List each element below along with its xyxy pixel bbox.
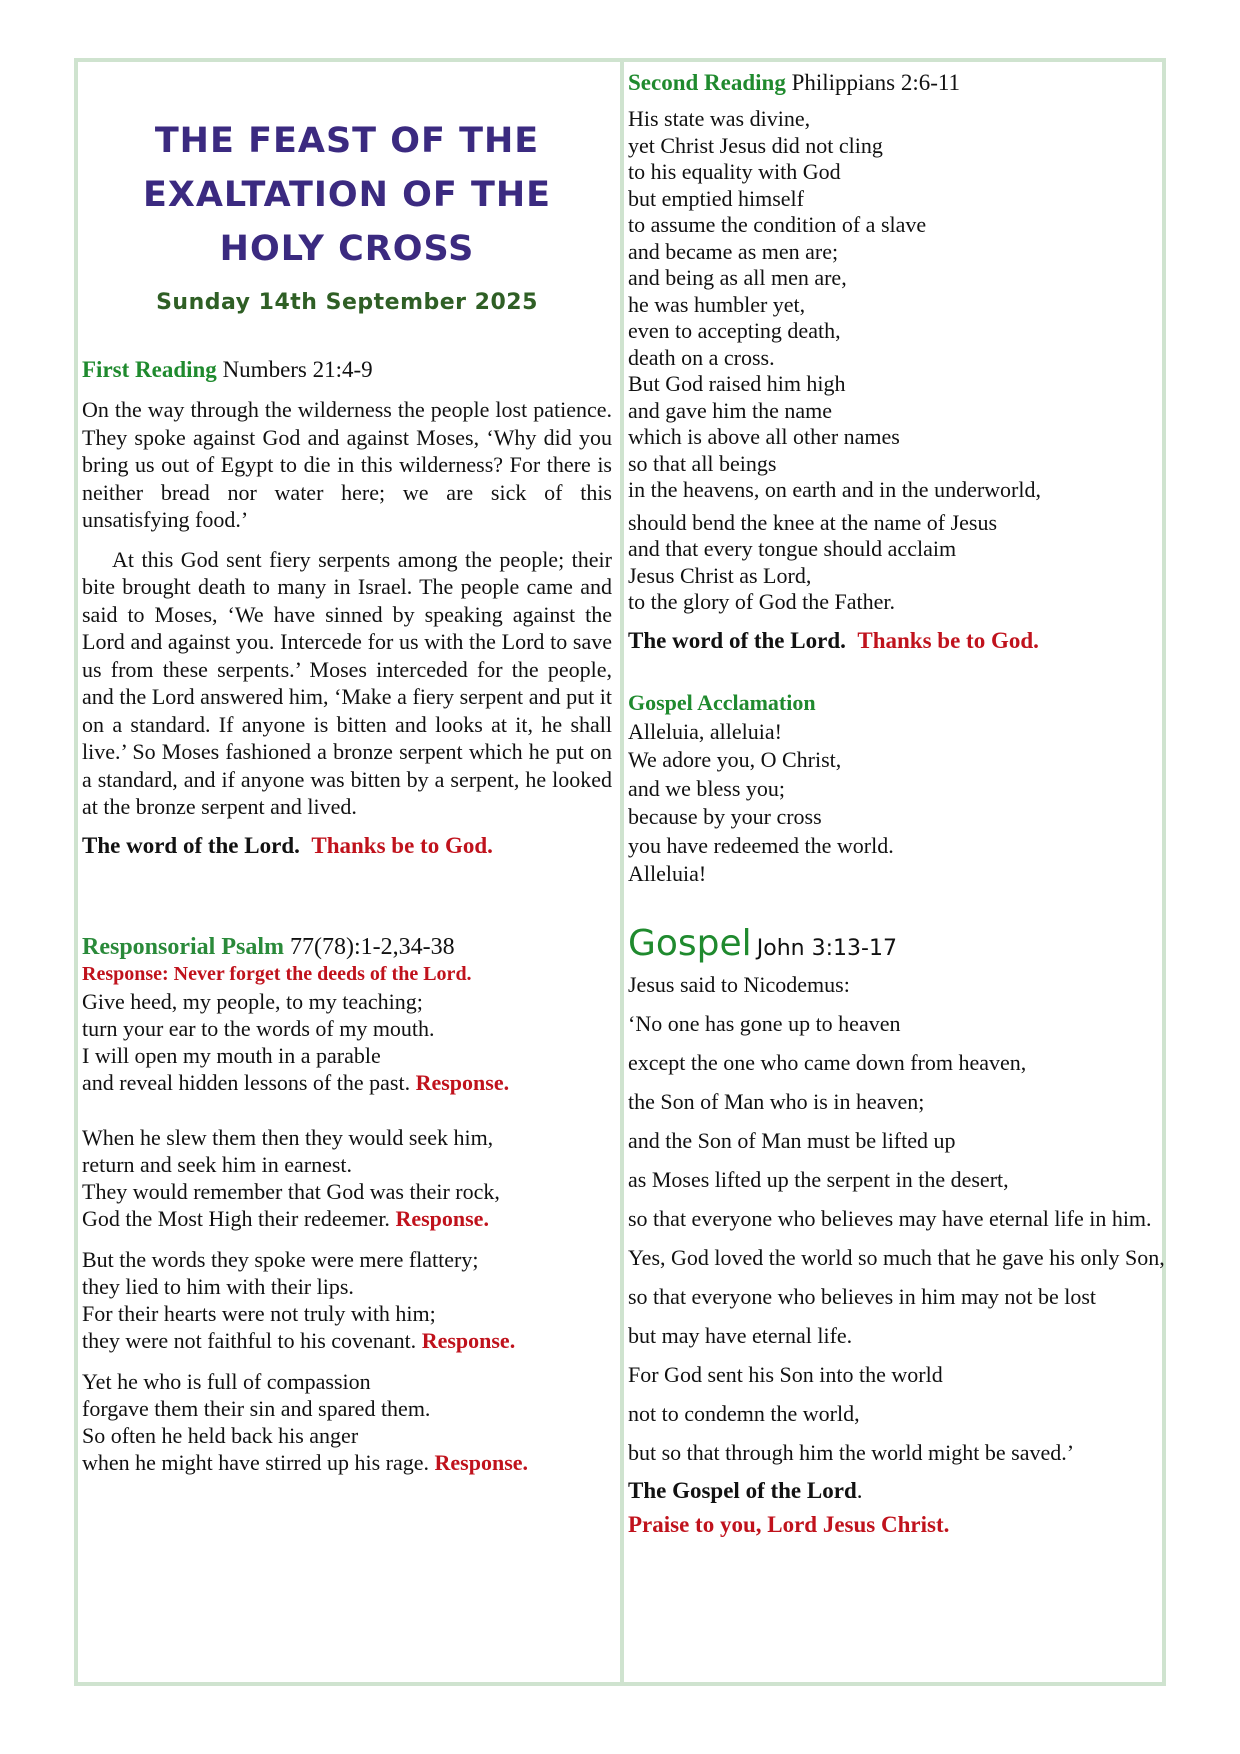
closing-statement: The word of the Lord. [82, 832, 300, 858]
reading-line: he was humbler yet, [628, 291, 806, 317]
response-cue: Response. [415, 1069, 510, 1095]
psalm-line: I will open my mouth in a parable [82, 1042, 381, 1068]
acclamation-text [628, 718, 1168, 889]
reading-line: even to accepting death, [628, 318, 841, 343]
gospel-line: and the Son of Man must be lifted up [628, 1127, 956, 1153]
reading-line: to the glory of God the Father. [628, 589, 896, 614]
gospel-line: For God sent his Son into the world [628, 1361, 943, 1387]
gospel-heading [628, 923, 1168, 964]
psalm-line: forgave them their sin and spared them. [82, 1395, 431, 1421]
reading-line: which is above all other names [628, 424, 900, 449]
gospel-response: Praise to you, Lord Jesus Christ. [628, 1511, 950, 1537]
acclamation-line: you have redeemed the world. [628, 832, 894, 858]
gospel-line: as Moses lifted up the serpent in the desert, [628, 1166, 1009, 1192]
page-title [82, 114, 612, 276]
psalm-heading [82, 934, 612, 961]
psalm-stanza-4 [82, 1368, 612, 1476]
column-divider [620, 58, 624, 1686]
gospel-line: not to condemn the world, [628, 1400, 860, 1426]
response-cue: Response. [421, 1327, 516, 1353]
psalm-ref: 77(78):1-2,34-38 [290, 933, 455, 960]
psalm-line: when he might have stirred up his rage. Response. [82, 1449, 529, 1475]
closing-response: Thanks be to God. [311, 832, 493, 858]
psalm-stanza-3 [82, 1246, 612, 1354]
reading-line: and that every tongue should acclaim [628, 536, 957, 561]
psalm-line: turn your ear to the words of my mouth. [82, 1015, 435, 1041]
reading-line: Jesus Christ as Lord, [628, 562, 812, 588]
closing-statement: The Gospel of the Lord [628, 1477, 857, 1503]
psalm-line: So often he held back his anger [82, 1422, 359, 1448]
reading-line: in the heavens, on earth and in the underworld, [628, 477, 1041, 502]
acclamation-heading: Gospel Acclamation [628, 689, 816, 715]
closing-period: . [856, 1477, 863, 1503]
reading-line: to his equality with God [628, 159, 841, 184]
left-column [82, 62, 612, 1476]
psalm-line: But the words they spoke were mere flattery; [82, 1246, 479, 1272]
psalm-line: return and seek him in earnest. [82, 1151, 353, 1177]
first-reading-heading [82, 357, 612, 383]
second-reading-text [628, 106, 1168, 504]
second-reading-closing [628, 628, 1168, 654]
reading-line: so that all beings [628, 450, 777, 476]
gospel-line: but so that through him the world might be saved.’ [628, 1439, 1075, 1465]
acclamation-line: Alleluia, alleluia! [628, 718, 782, 744]
psalm-line: they were not faithful to his covenant. Response. [82, 1327, 516, 1353]
title-line-1: THE FEAST OF THE [154, 121, 540, 161]
gospel-line: so that everyone who believes may have eternal life in him. [628, 1205, 1152, 1231]
acclamation-line: We adore you, O Christ, [628, 747, 842, 772]
psalm-stanza-1 [82, 988, 612, 1096]
reading-line: but emptied himself [628, 185, 804, 211]
gospel-closing [628, 1478, 1168, 1504]
first-reading-label: First Reading [82, 357, 217, 382]
closing-statement: The word of the Lord. [628, 627, 846, 653]
page-date: Sunday 14th September 2025 [156, 290, 538, 315]
psalm-line: When he slew them then they would seek him, [82, 1124, 494, 1150]
gospel-line: except the one who came down from heaven, [628, 1049, 1027, 1075]
psalm-line: Give heed, my people, to my teaching; [82, 988, 423, 1014]
reading-line: and being as all men are, [628, 265, 847, 290]
gospel-intro: Jesus said to Nicodemus: [628, 971, 850, 997]
first-reading-ref: Numbers 21:4-9 [222, 357, 373, 382]
response-cue: Response. [395, 1205, 489, 1231]
reading-line: to assume the condition of a slave [628, 212, 927, 237]
psalm-line: Yet he who is full of compassion [82, 1368, 371, 1394]
response-cue: Response. [434, 1449, 529, 1475]
reading-line: and became as men are; [628, 238, 839, 264]
reading-line: But God raised him high [628, 371, 846, 396]
psalm-line: and reveal hidden lessons of the past. Response. [82, 1069, 510, 1095]
closing-response: Thanks be to God. [857, 627, 1039, 653]
reading-line: should bend the knee at the name of Jesus [628, 509, 998, 535]
psalm-line: They would remember that God was their rock, [82, 1178, 500, 1204]
title-line-3: HOLY CROSS [219, 229, 475, 269]
psalm-response-line: Response: Never forget the deeds of the Lord. [82, 962, 472, 985]
second-reading-ref: Philippians 2:6-11 [791, 70, 961, 95]
right-column [628, 62, 1168, 1538]
reading-line: and gave him the name [628, 397, 833, 423]
gospel-ref: John 3:13-17 [756, 935, 897, 961]
gospel-line: the Son of Man who is in heaven; [628, 1088, 925, 1114]
gospel-line: Yes, God loved the world so much that he gave his only Son, [628, 1244, 1165, 1270]
first-reading-paragraph-1: On the way through the wilderness the people lost patience. They spoke against God and against Moses, ‘Why did you bring us out of Egypt to die in this wilderness? For there is neither bread nor water here; we are sick of this unsatisfying food.’ [82, 397, 612, 532]
acclamation-line: because by your cross [628, 804, 822, 829]
reading-line: death on a cross. [628, 344, 775, 370]
first-reading-paragraph-2: At this God sent fiery serpents among the people; their bite brought death to many in Israel. The people came and said to Moses, ‘We have sinned by speaking against the Lord and against you. Intercede for us with the Lord to save us from these serpents.’ Moses interceded for the people, and the Lord answered him, ‘Make a fiery serpent and put it on a standard. If anyone is bitten and looks at it, he shall live.’ So Moses fashioned a bronze serpent which he put on a standard, and if anyone was bitten by a serpent, he looked at the bronze serpent and lived. [82, 546, 612, 819]
first-reading-closing [82, 833, 612, 859]
reading-line: His state was divine, [628, 106, 811, 131]
gospel-label: Gospel [628, 922, 752, 964]
second-reading-heading [628, 70, 1168, 96]
gospel-line: so that everyone who believes in him may not be lost [628, 1283, 1097, 1309]
acclamation-line: Alleluia! [628, 861, 707, 886]
psalm-line: For their hearts were not truly with him; [82, 1300, 436, 1326]
gospel-line: but may have eternal life. [628, 1322, 853, 1348]
reading-line: yet Christ Jesus did not cling [628, 132, 883, 158]
psalm-label: Responsorial Psalm [82, 933, 285, 960]
title-line-2: EXALTATION OF THE [142, 175, 552, 215]
second-reading-text-2 [628, 510, 1168, 616]
second-reading-label: Second Reading [628, 70, 786, 95]
psalm-stanza-2 [82, 1124, 612, 1232]
gospel-line: ‘No one has gone up to heaven [628, 1010, 901, 1036]
psalm-line: God the Most High their redeemer. Response. [82, 1205, 489, 1231]
acclamation-line: and we bless you; [628, 775, 786, 801]
psalm-line: they lied to him with their lips. [82, 1273, 354, 1299]
